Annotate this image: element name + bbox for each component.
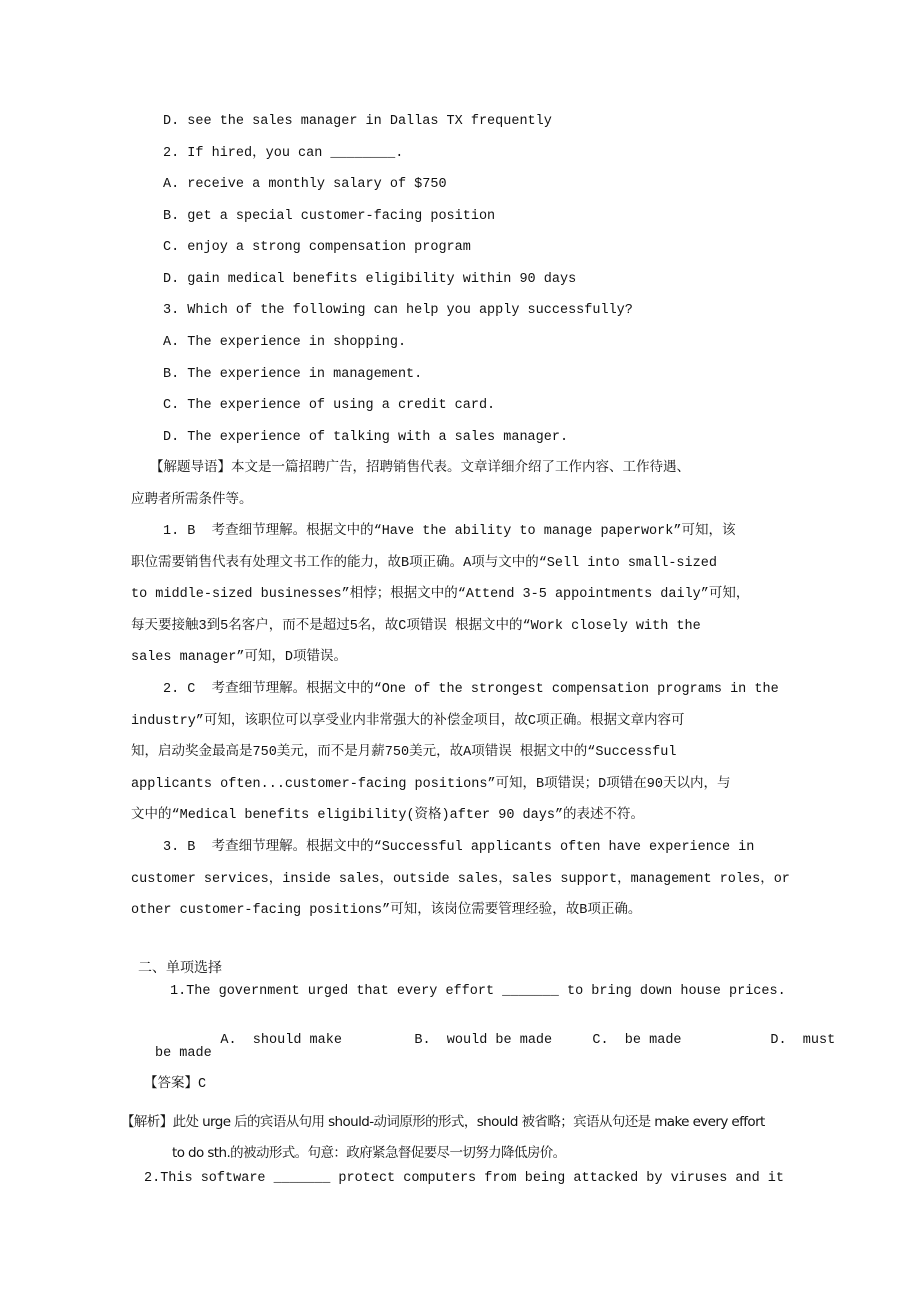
p2-q1-option-a: A. should make <box>220 1033 342 1048</box>
p2-q1-options <box>188 1014 835 1068</box>
p2-q1-option-c: C. be made <box>592 1033 682 1048</box>
explanation-2-line: 知，启动奖金最高是750美元，而不是月薪750美元，故A项错误 根据文中的“Successful <box>131 745 677 760</box>
explanation-2-line: industry”可知，该职位可以享受业内非常强大的补偿金项目，故C项正确。根据文章内容可 <box>131 714 685 729</box>
q3-option-d: D. The experience of talking with a sales manager. <box>163 430 569 445</box>
q2-option-a: A. receive a monthly salary of $750 <box>163 177 447 192</box>
p2-q1-option-d: D. must <box>770 1033 836 1048</box>
q2-option-d: D. gain medical benefits eligibility within 90 days <box>163 272 577 287</box>
q3-option-c: C. The experience of using a credit card. <box>163 398 496 413</box>
section-heading: 二、单项选择 <box>138 960 222 976</box>
explanation-2-line: 2. C 考查细节理解。根据文中的“One of the strongest compensation programs in the <box>163 682 779 697</box>
explanation-1-line: to middle-sized businesses”相悖；根据文中的“Attend 3-5 appointments daily”可知， <box>131 587 750 602</box>
p2-q1-stem: 1.The government urged that every effort _______ to bring down house prices. <box>170 984 786 999</box>
explanation-2-line: applicants often...customer-facing positions”可知，B项错误；D项错在90天以内，与 <box>131 777 731 792</box>
explanation-1-line: 每天要接触3到5名客户，而不是超过5名，故C项错误 根据文中的“Work closely with the <box>131 619 701 634</box>
explanation-3-line: other customer-facing positions”可知，该岗位需要管理经验，故B项正确。 <box>131 903 642 918</box>
q2-option-c: C. enjoy a strong compensation program <box>163 240 471 255</box>
explanation-1-line: sales manager”可知，D项错误。 <box>131 650 348 665</box>
explanation-1-line: 职位需要销售代表有处理文书工作的能力，故B项正确。A项与文中的“Sell into small-sized <box>131 556 717 571</box>
q3-option-a: A. The experience in shopping. <box>163 335 407 350</box>
p2-q1-option-b: B. would be made <box>414 1033 553 1048</box>
explanation-3-line: customer services，inside sales，outside sales，sales support，management roles，or <box>131 872 790 887</box>
q3-stem: 3. Which of the following can help you apply successfully? <box>163 303 633 318</box>
p2-q2-stem: 2.This software _______ protect computers from being attacked by viruses and it <box>144 1171 785 1186</box>
explanation-3-line: 3. B 考查细节理解。根据文中的“Successful applicants often have experience in <box>163 840 755 855</box>
q2-option-b: B. get a special customer-facing position <box>163 209 496 224</box>
p2-q1-option-d-wrap: be made <box>155 1046 212 1061</box>
guide-line: 【解题导语】本文是一篇招聘广告，招聘销售代表。文章详细介绍了工作内容、工作待遇、 <box>150 461 690 476</box>
q1-option-d: D. see the sales manager in Dallas TX frequently <box>163 114 552 129</box>
q2-stem: 2. If hired，you can ________. <box>163 146 404 161</box>
explanation-2-line: 文中的“Medical benefits eligibility(资格)after 90 days”的表述不符。 <box>131 808 645 823</box>
p2-q1-analysis-line: 【解析】此处 urge 后的宾语从句用 should-动词原形的形式，should 被省略；宾语从句还是 make every effort <box>121 1114 765 1130</box>
guide-line: 应聘者所需条件等。 <box>131 493 253 508</box>
explanation-1-line: 1. B 考查细节理解。根据文中的“Have the ability to manage paperwork”可知，该 <box>163 524 736 539</box>
q3-option-b: B. The experience in management. <box>163 367 423 382</box>
p2-q1-analysis-line: to do sth.的被动形式。句意：政府紧急督促要尽一切努力降低房价。 <box>172 1145 566 1161</box>
p2-q1-answer: 【答案】C <box>144 1077 207 1092</box>
